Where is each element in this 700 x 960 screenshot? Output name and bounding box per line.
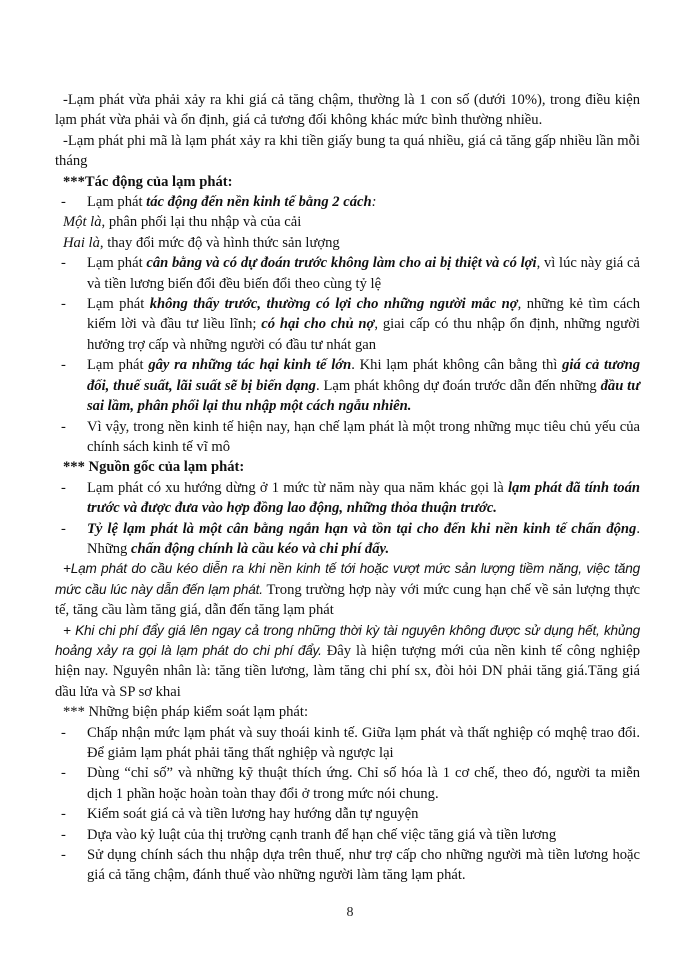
list-item-text: Lạm phát tác động đến nền kinh tế bằng 2 cách:: [87, 194, 377, 211]
bullet-dash: -: [61, 806, 66, 823]
document-body: [55, 90, 640, 886]
list-item-text: Kiểm soát giá cả và tiền lương hay hướng dẫn tự nguyện: [87, 806, 419, 823]
bullet-dash: -: [61, 826, 66, 843]
list-item: [55, 355, 640, 416]
bullet-dash: -: [61, 479, 66, 496]
bullet-dash: -: [61, 255, 66, 272]
list-item: [55, 192, 640, 212]
list-item: [55, 519, 640, 560]
list-item: [55, 294, 640, 355]
list-item-text: Vì vậy, trong nền kinh tế hiện nay, hạn chế lạm phát là một trong những mục tiêu chủ yếu của chính sách kinh tế vĩ mô: [87, 418, 640, 455]
bullet-dash: -: [61, 520, 66, 537]
bullet-dash: -: [61, 418, 66, 435]
list-item: [55, 723, 640, 764]
bullet-dash: -: [61, 765, 66, 782]
list-item-text: Lạm phát gây ra những tác hại kinh tế lớn. Khi lạm phát không cân bằng thì giá cả tương đối, thuế suất, lãi suất sẽ bị biến dạng. Lạm phát không dự đoán trước dẫn đến những đầu tư sai lầm, phân phối lại thu nhập một cách ngẫu nhiên.: [87, 357, 641, 415]
heading-origins: *** Nguồn gốc của lạm phát:: [63, 459, 245, 476]
heading-control-measures: *** Những biện pháp kiểm soát lạm phát:: [63, 704, 309, 721]
bullet-dash: -: [61, 847, 66, 864]
list-item: [55, 763, 640, 804]
list-item: [55, 253, 640, 294]
bullet-dash: -: [61, 296, 66, 313]
list-item-text: Dựa vào kỷ luật của thị trường cạnh tranh để hạn chế việc tăng giá và tiền lương: [87, 826, 557, 843]
list-item-text: Sử dụng chính sách thu nhập dựa trên thuế, như trợ cấp cho những người mà tiền lương hoặc giá cả tăng chậm, đánh thuế vào những người làm tăng lạm phát.: [87, 847, 640, 884]
list-item: [55, 417, 640, 458]
bullet-dash: -: [61, 194, 66, 211]
bullet-dash: -: [61, 724, 66, 741]
paragraph-demand-pull: +Lạm phát do cầu kéo diễn ra khi nền kinh tế tới hoặc vượt mức sản lượng tiềm năng, việc tăng mức cầu lúc này dẫn đến lạm phát. Trong trường hợp này với mức cung hạn chế về sản lượng thực tế, tăng cầu làm tăng giá, dẫn đến tăng lạm phát: [55, 561, 640, 619]
paragraph-moderate-inflation: -Lạm phát vừa phải xảy ra khi giá cả tăng chậm, thường là 1 con số (dưới 10%), trong điều kiện lạm phát vừa phải và ổn định, giá cả tương đối không khác mức bình thường nhiều.: [55, 92, 640, 129]
paragraph-cost-push: + Khi chi phí đẩy giá lên ngay cả trong những thời kỳ tài nguyên không được sử dụng hết, khủng hoảng xảy ra gọi là lạm phát do chi phí đẩy. Đây là hiện tượng mới của nền kinh tế công nghiệp hiện nay. Nguyên nhân là: tăng tiền lương, làm tăng chi phí sx, đòi hỏi DN phải tăng giá.Tăng giá dầu lửa và SP sơ khai: [55, 622, 641, 700]
page-number: 8: [346, 905, 354, 920]
list-item: [55, 845, 640, 886]
list-item: [55, 825, 640, 845]
list-item: [55, 478, 640, 519]
paragraph-method-two: Hai là, thay đổi mức độ và hình thức sản lượng: [63, 234, 340, 251]
list-item-text: Lạm phát không thấy trước, thường có lợi cho những người mắc nợ, những kẻ tìm cách kiếm lời và đầu tư liều lĩnh; có hại cho chủ nợ, giai cấp có thu nhập ổn định, những người hưởng trợ cấp và những người có đầu tư nhát gan: [87, 296, 640, 353]
list-item-text: Dùng “chỉ số” và những kỹ thuật thích ứng. Chỉ số hóa là 1 cơ chế, theo đó, người ta miễn dịch 1 phần hoặc hoàn toàn thay đổi ở trong mức nói chung.: [87, 765, 640, 802]
paragraph-galloping-inflation: -Lạm phát phi mã là lạm phát xảy ra khi tiền giấy bung ta quá nhiều, giá cả tăng gấp nhiều lần mỗi tháng: [55, 132, 640, 170]
list-item-text: Lạm phát có xu hướng dừng ở 1 mức từ năm này qua năm khác gọi là lạm phát đã tính toán trước và được đưa vào hợp đồng lao động, những thỏa thuận trước.: [87, 479, 640, 517]
list-item-text: Tỷ lệ lạm phát là một cân bằng ngắn hạn và tồn tại cho đến khi nền kinh tế chấn động. Những chấn động chính là cầu kéo và chi phí đẩy.: [87, 520, 640, 557]
heading-effects: ***Tác động của lạm phát:: [63, 173, 233, 190]
list-item: [55, 804, 640, 824]
paragraph-method-one: Một là, phân phối lại thu nhập và của cải: [63, 214, 302, 231]
list-item-text: Chấp nhận mức lạm phát và suy thoái kinh tế. Giữa lạm phát và thất nghiệp có mqhệ trao đổi. Để giảm lạm phát phải tăng thất nghiệp và ngược lại: [87, 724, 640, 761]
list-item-text: Lạm phát cân bằng và có dự đoán trước không làm cho ai bị thiệt và có lợi, vì lúc này giá cả và tiền lương biến đổi đều biến đổi theo cùng tỷ lệ: [87, 255, 640, 292]
bullet-dash: -: [61, 357, 66, 374]
